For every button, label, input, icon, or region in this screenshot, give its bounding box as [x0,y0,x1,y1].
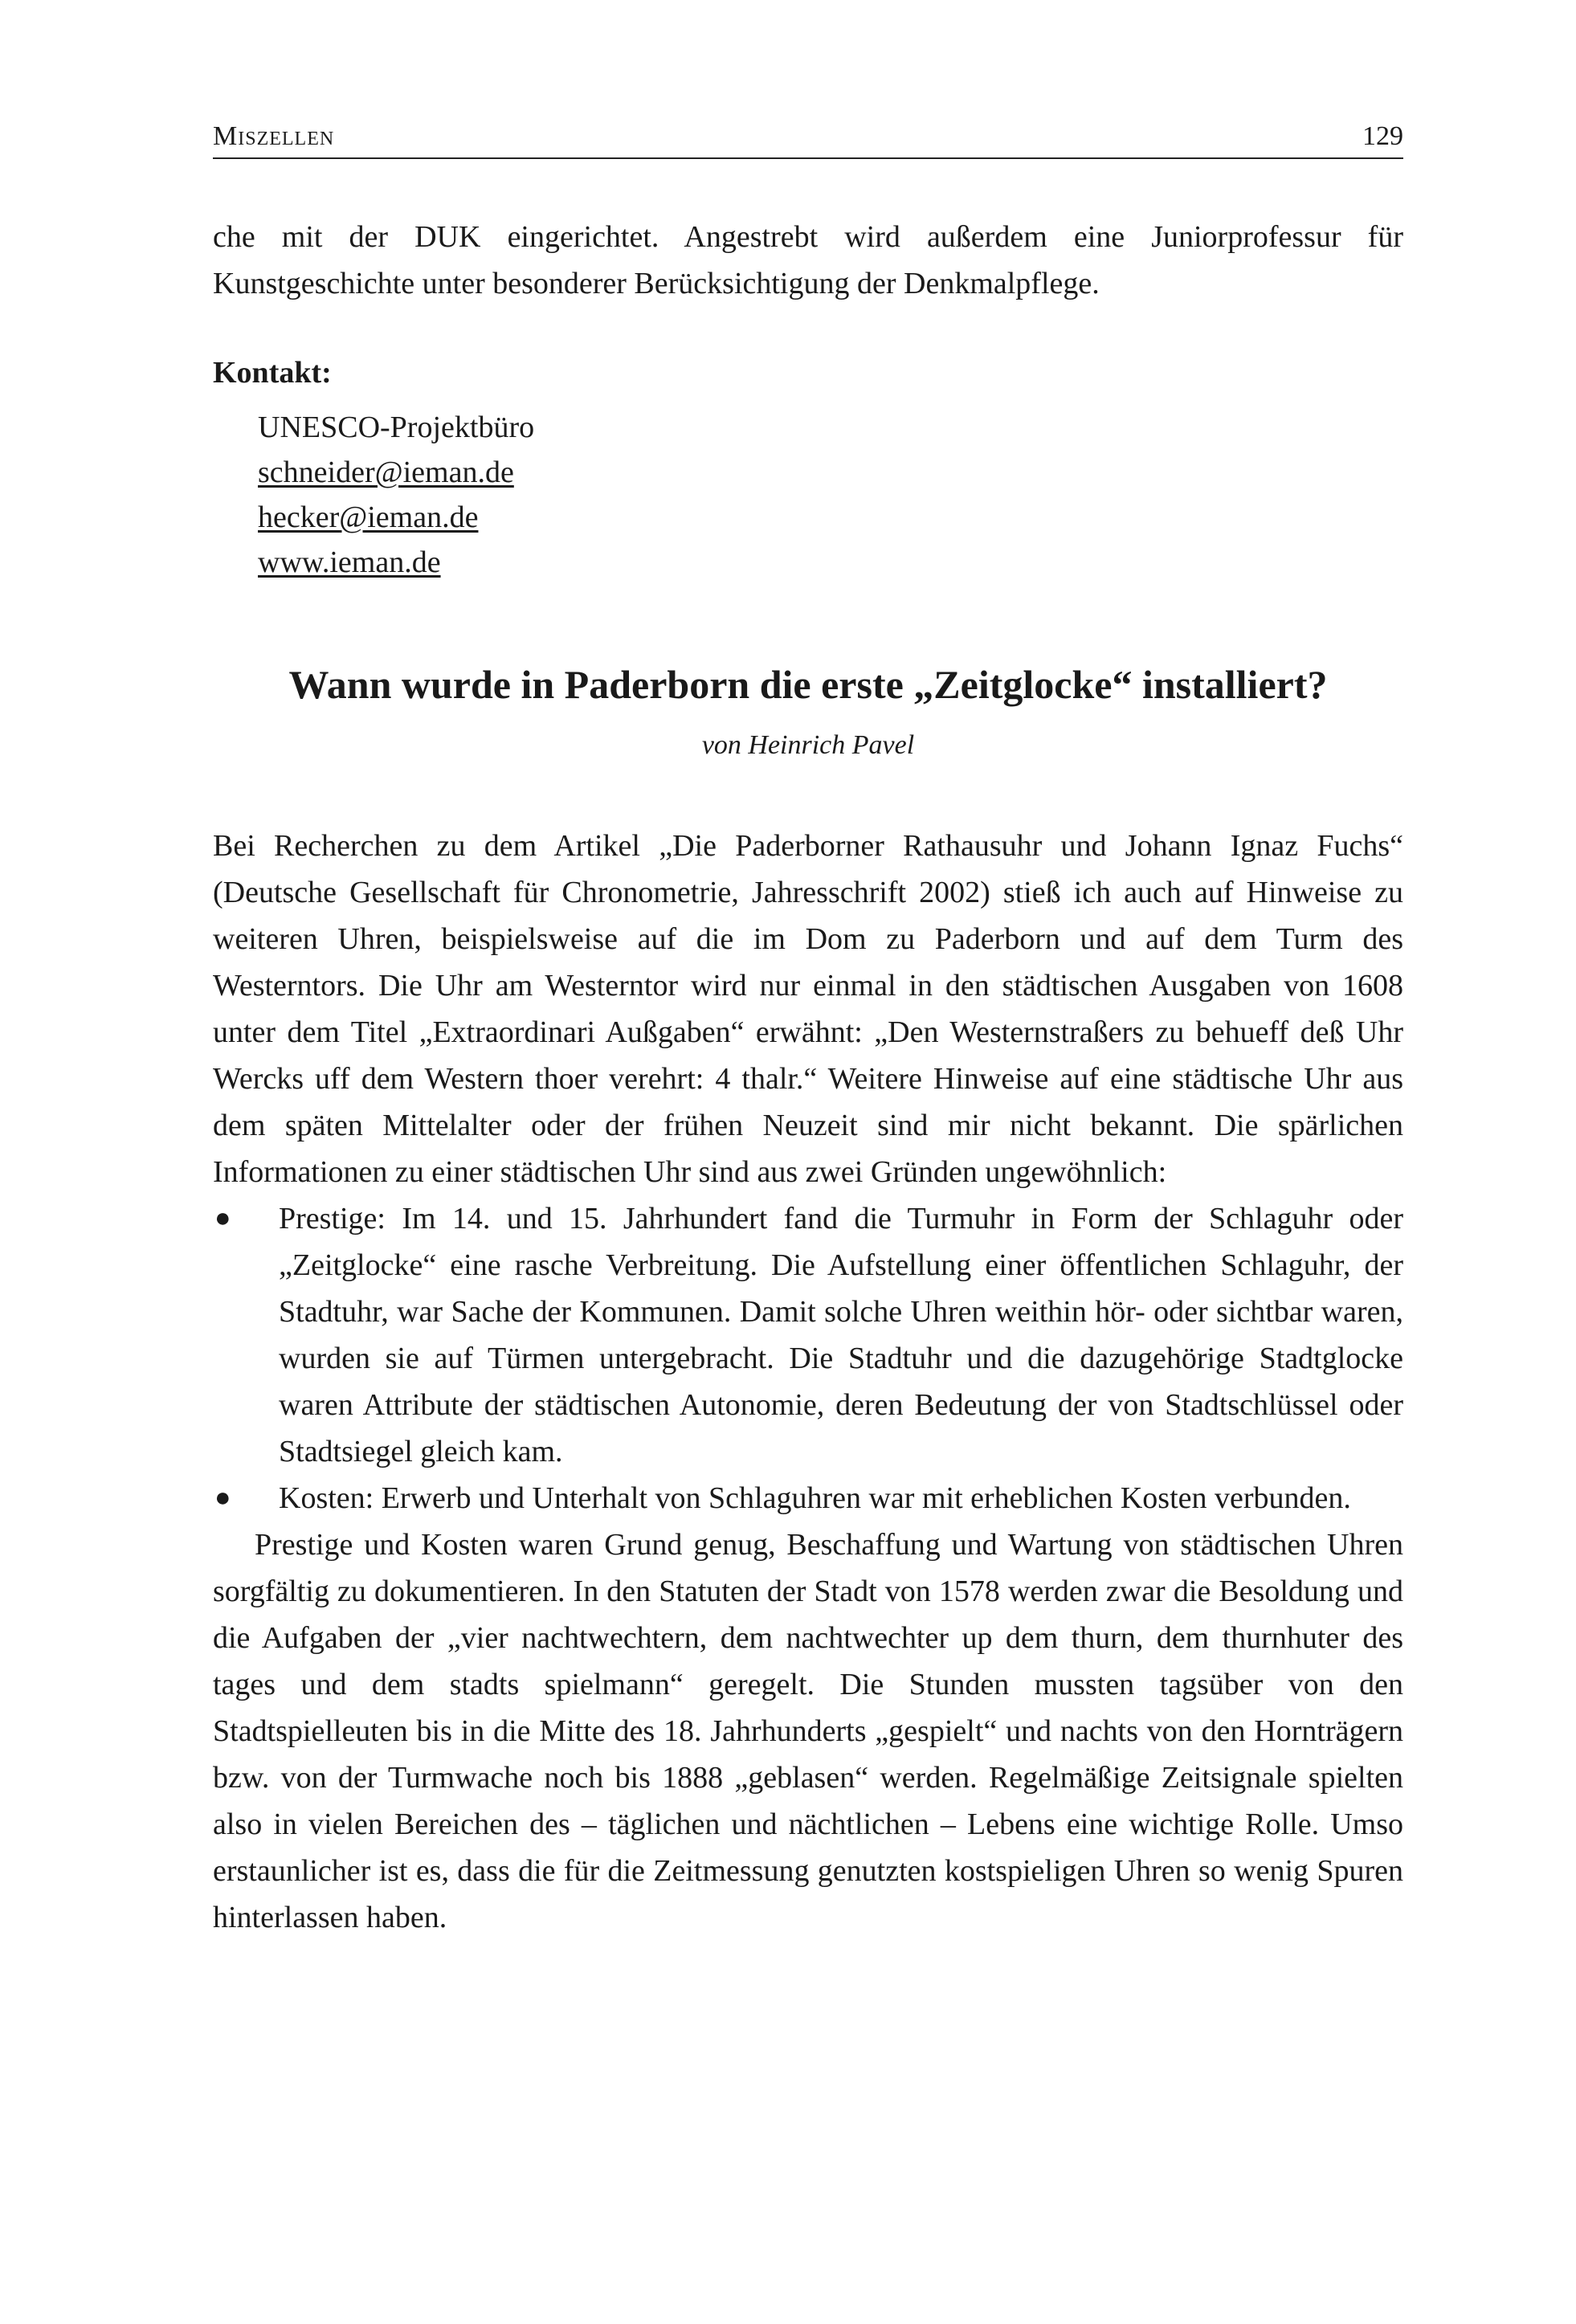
bullet-icon: ● [214,1483,231,1513]
list-item [213,1195,1403,1475]
section-title: Miszellen [213,121,335,151]
contact-list [258,405,1403,585]
list-item [213,1475,1403,1521]
document-page [213,120,1403,1941]
intro-paragraph: che mit der DUK eingerichtet. Angestrebt wird außerdem eine Juniorprofessur für Kunstgeschichte unter besonderer Berücksichtigung der Denkmalpflege. [213,220,1403,300]
email-link-schneider[interactable]: schneider@ieman.de [258,455,514,489]
bullet-list [213,1195,1403,1521]
page-number: 129 [1362,121,1403,151]
contact-office: UNESCO-Projektbüro [258,410,535,444]
article-title: Wann wurde in Paderborn die erste „Zeitglocke“ installiert? [288,662,1328,707]
list-item-text: Kosten: Erwerb und Unterhalt von Schlaguhren war mit erheblichen Kosten verbunden. [279,1481,1351,1515]
email-link-hecker[interactable]: hecker@ieman.de [258,500,479,534]
running-header [213,120,1403,159]
article-paragraph-2: Prestige und Kosten waren Grund genug, Beschaffung und Wartung von städtischen Uhren sorgfältig zu dokumentieren. In den Statuten der Stadt von 1578 werden zwar die Besoldung und die Aufgaben der „vier nachtwechtern, dem nachtwechter up dem thurn, dem thurnhuter des tages und dem stadts spielmann“ geregelt. Die Stunden mussten tagsüber von den Stadtspielleuten bis in die Mitte des 18. Jahrhunderts „gespielt“ und nachts von den Hornträgern bzw. von der Turmwache noch bis 1888 „geblasen“ werden. Regelmäßige Zeitsignale spielten also in vielen Bereichen des – täglichen und nächtlichen – Lebens eine wichtige Rolle. Umso erstaunlicher ist es, dass die für die Zeitmessung genutzten kostspieligen Uhren so wenig Spuren hinterlassen haben. [213,1528,1403,1934]
list-item-text: Prestige: Im 14. und 15. Jahrhundert fand die Turmuhr in Form der Schlaguhr oder „Zeitglocke“ eine rasche Verbreitung. Die Aufstellung einer öffentlichen Schlaguhr, der Stadtuhr, war Sache der Kommunen. Damit solche Uhren weithin hör- oder sichtbar waren, wurden sie auf Türmen untergebracht. Die Stadtuhr und die dazugehörige Stadtglocke waren Attribute der städtischen Autonomie, deren Bedeutung der von Stadtschlüssel oder Stadtsiegel gleich kam. [279,1202,1403,1468]
contact-heading: Kontakt: [213,356,332,390]
article-paragraph-1: Bei Recherchen zu dem Artikel „Die Paderborner Rathausuhr und Johann Ignaz Fuchs“ (Deutsche Gesellschaft für Chronometrie, Jahresschrift 2002) stieß ich auch auf Hinweise zu weiteren Uhren, beispielsweise auf die im Dom zu Paderborn und auf dem Turm des Westerntors. Die Uhr am Westerntor wird nur einmal in den städtischen Ausgaben von 1608 unter dem Titel „Extraordinari Außgaben“ erwähnt: „Den Westernstraßers zu behueff deß Uhr Wercks uff dem Western thoer verehrt: 4 thalr.“ Weitere Hinweise auf eine städtische Uhr aus dem späten Mittelalter oder der frühen Neuzeit sind mir nicht bekannt. Die spärlichen Informationen zu einer städtischen Uhr sind aus zwei Gründen ungewöhnlich: [213,829,1403,1189]
bullet-icon: ● [214,1203,231,1233]
website-link[interactable]: www.ieman.de [258,545,441,579]
article-byline: von Heinrich Pavel [701,730,915,760]
